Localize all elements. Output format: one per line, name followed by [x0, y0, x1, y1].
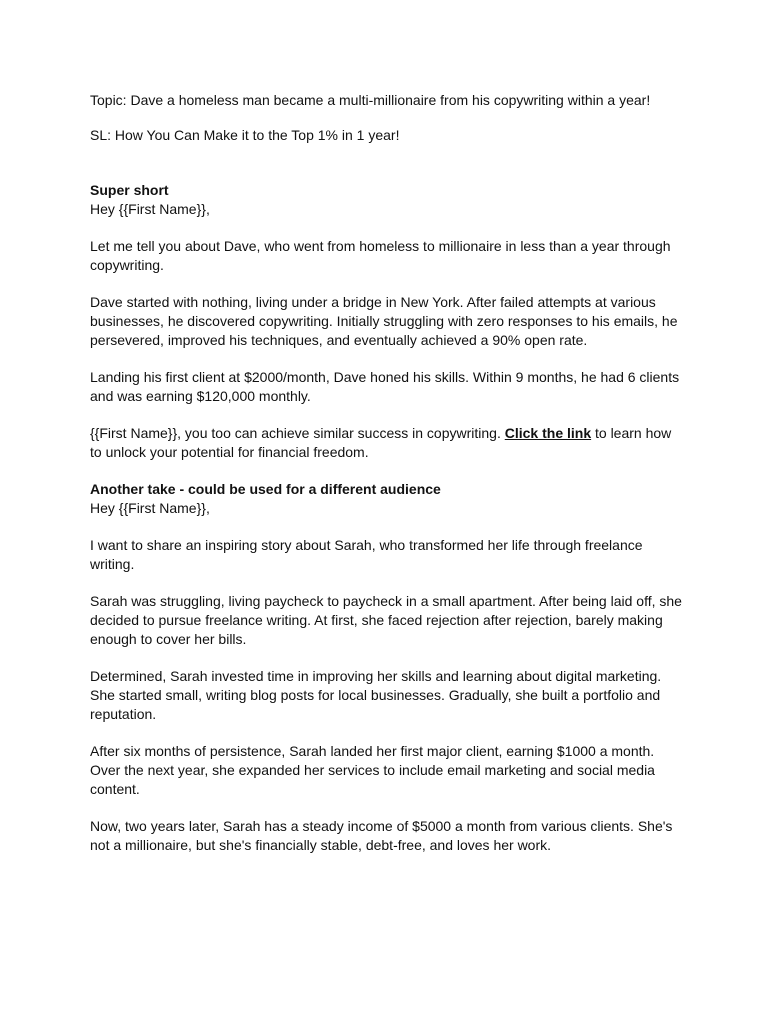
paragraph: Sarah was struggling, living paycheck to paycheck in a small apartment. After being laid off, she decided to pursue freelance writing. At first, she faced rejection after rejection, barely making enough to cover her bills. — [90, 593, 682, 647]
call-to-action-paragraph — [90, 424, 686, 462]
topic-line: Topic: Dave a homeless man became a multi-millionaire from his copywriting within a year! — [90, 92, 651, 108]
paragraph: After six months of persistence, Sarah landed her first major client, earning $1000 a month. Over the next year, she expanded her services to include email marketing and social media content. — [90, 743, 655, 797]
another-take-section — [90, 480, 686, 855]
document-page — [90, 91, 686, 873]
subject-line: SL: How You Can Make it to the Top 1% in 1 year! — [90, 127, 400, 143]
paragraph: Determined, Sarah invested time in improving her skills and learning about digital marketing. She started small, writing blog posts for local businesses. Gradually, she built a portfolio and reputation. — [90, 668, 662, 722]
cta-text-after: to learn how to unlock your potential for financial freedom. — [90, 425, 672, 460]
paragraph: Dave started with nothing, living under a bridge in New York. After failed attempts at various businesses, he discovered copywriting. Initially struggling with zero responses to his emails, he persevered, improved his techniques, and eventually achieved a 90% open rate. — [90, 294, 678, 348]
paragraph: Let me tell you about Dave, who went from homeless to millionaire in less than a year through copywriting. — [90, 238, 671, 273]
section-heading-another-take: Another take - could be used for a different audience — [90, 481, 441, 497]
paragraph: Now, two years later, Sarah has a steady income of $5000 a month from various clients. She's not a millionaire, but she's financially stable, debt-free, and loves her work. — [90, 818, 673, 853]
cta-text-before: {{First Name}}, you too can achieve similar success in copywriting. — [90, 425, 505, 441]
greeting: Hey {{First Name}}, — [90, 500, 210, 516]
super-short-section — [90, 181, 686, 462]
paragraph: Landing his first client at $2000/month, Dave honed his skills. Within 9 months, he had 6 clients and was earning $120,000 monthly. — [90, 369, 680, 404]
paragraph: I want to share an inspiring story about Sarah, who transformed her life through freelance writing. — [90, 537, 643, 572]
greeting: Hey {{First Name}}, — [90, 201, 210, 217]
section-heading-super-short: Super short — [90, 182, 169, 198]
click-the-link[interactable]: Click the link — [504, 425, 592, 441]
